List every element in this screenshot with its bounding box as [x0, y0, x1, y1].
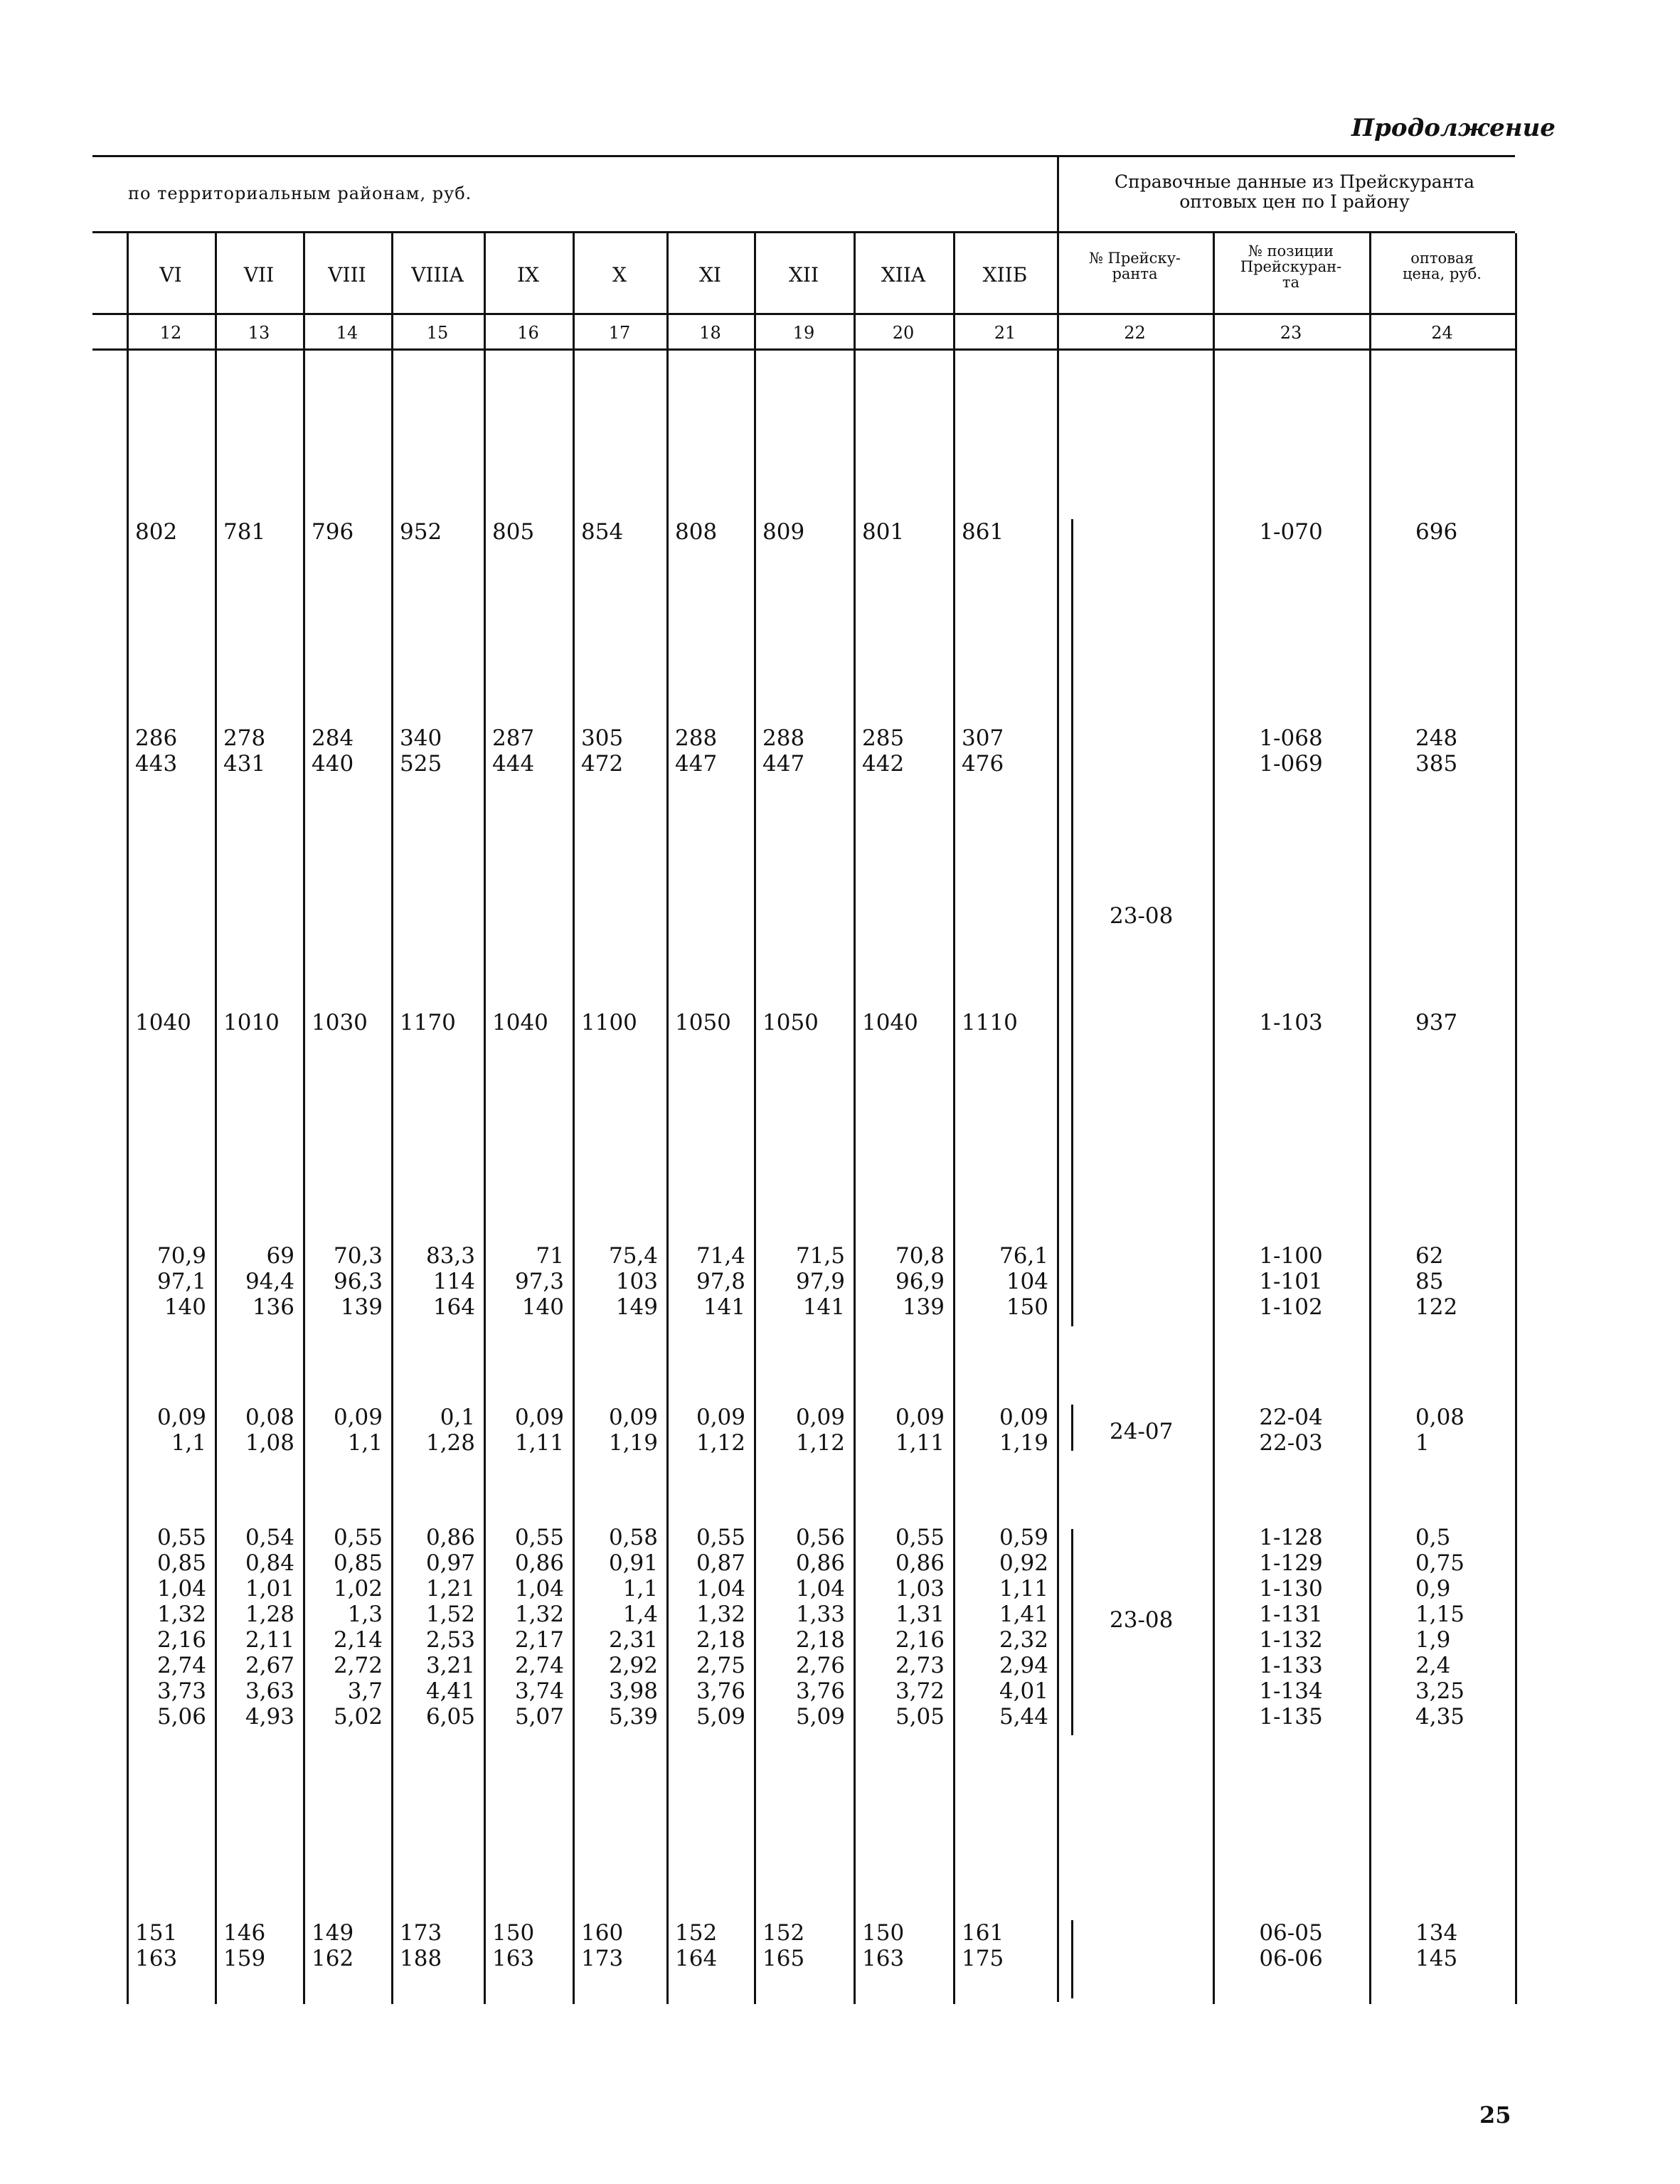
table-cell: 1100 — [581, 1010, 637, 1035]
table-cell: 802 — [135, 519, 178, 545]
column-number-9: 20 — [892, 323, 915, 343]
column-label-line: та — [1282, 274, 1300, 291]
table-cell: 952 — [400, 519, 442, 545]
column-divider-11 — [1213, 233, 1215, 2004]
table-cell: 805 — [492, 519, 535, 545]
column-number-12: 23 — [1280, 323, 1302, 343]
table-cell: 1030 — [312, 1010, 368, 1035]
column-label-13 — [1372, 250, 1512, 282]
position-cell: 1-068 1-069 — [1259, 725, 1323, 777]
header-left-title: по территориальным районам, руб. — [128, 183, 472, 203]
table-cell: 0,09 1,19 — [999, 1405, 1048, 1456]
column-label-line: Прейскуран- — [1240, 258, 1342, 275]
price-cell: 0,5 0,75 0,9 1,15 1,9 2,4 3,25 4,35 — [1415, 1525, 1465, 1730]
price-list-number: 24-07 — [1110, 1419, 1174, 1444]
table-cell: 173 188 — [400, 1920, 442, 1971]
column-divider-5 — [573, 233, 575, 2004]
column-number-2: 13 — [248, 323, 270, 343]
table-cell: 287 444 — [492, 725, 535, 777]
table-cell: 809 — [762, 519, 805, 545]
header-right-title — [1067, 172, 1522, 212]
table-cell: 71,4 97,8 141 — [696, 1243, 745, 1320]
table-cell: 151 163 — [135, 1920, 178, 1971]
table-cell: 75,4 103 149 — [608, 1243, 658, 1320]
table-cell: 0,54 0,84 1,01 1,28 2,11 2,67 3,63 4,93 — [245, 1525, 294, 1730]
column-divider-6 — [666, 233, 669, 2004]
table-cell: 0,09 1,1 — [156, 1405, 206, 1456]
column-label-9: XIIA — [881, 263, 926, 287]
price-list-number: 23-08 — [1110, 1607, 1174, 1633]
table-cell: 288 447 — [762, 725, 805, 777]
brace-line — [1071, 1529, 1073, 1735]
table-cell: 149 162 — [312, 1920, 354, 1971]
position-cell: 1-103 — [1259, 1010, 1323, 1035]
column-number-4: 15 — [426, 323, 449, 343]
header-rule-3 — [92, 348, 1515, 351]
column-label-line: № позиции — [1248, 243, 1334, 260]
column-number-6: 17 — [608, 323, 631, 343]
price-cell: 248 385 — [1415, 725, 1458, 777]
table-cell: 0,55 0,86 1,04 1,32 2,17 2,74 3,74 5,07 — [514, 1525, 564, 1730]
table-cell: 0,08 1,08 — [245, 1405, 294, 1456]
column-label-line: оптовая — [1410, 250, 1474, 267]
column-label-10: XIIБ — [982, 263, 1028, 287]
table-cell: 0,09 1,12 — [795, 1405, 845, 1456]
table-cell: 0,09 1,19 — [608, 1405, 658, 1456]
table-cell: 0,59 0,92 1,11 1,41 2,32 2,94 4,01 5,44 — [999, 1525, 1048, 1730]
column-label-line: № Прейску- — [1088, 250, 1181, 267]
header-rule-1 — [92, 231, 1515, 233]
column-label-5: IX — [517, 263, 539, 287]
table-cell: 0,86 0,97 1,21 1,52 2,53 3,21 4,41 6,05 — [425, 1525, 475, 1730]
continuation-label: Продолжение — [1351, 114, 1556, 142]
position-cell: 1-070 — [1259, 519, 1323, 545]
table-cell: 0,1 1,28 — [425, 1405, 475, 1456]
column-divider-8 — [854, 233, 856, 2004]
column-number-1: 12 — [159, 323, 182, 343]
column-divider-1 — [215, 233, 217, 2004]
page-number: 25 — [1479, 2102, 1511, 2129]
column-number-11: 22 — [1124, 323, 1146, 343]
table-cell: 0,55 0,87 1,04 1,32 2,18 2,75 3,76 5,09 — [696, 1525, 745, 1730]
column-divider-2 — [303, 233, 305, 2004]
table-cell: 0,55 0,86 1,03 1,31 2,16 2,73 3,72 5,05 — [895, 1525, 945, 1730]
table-cell: 288 447 — [675, 725, 718, 777]
table-cell: 0,09 1,12 — [696, 1405, 745, 1456]
table-cell: 70,3 96,3 139 — [333, 1243, 383, 1320]
column-divider-9 — [953, 233, 955, 2004]
table-cell: 71 97,3 140 — [514, 1243, 564, 1320]
table-cell: 801 — [862, 519, 905, 545]
table-cell: 160 173 — [581, 1920, 624, 1971]
table-cell: 1050 — [762, 1010, 819, 1035]
table-cell: 284 440 — [312, 725, 354, 777]
table-cell: 1040 — [492, 1010, 548, 1035]
table-cell: 152 165 — [762, 1920, 805, 1971]
column-label-12 — [1216, 243, 1366, 290]
header-right-line1: Справочные данные из Прейскуранта — [1114, 171, 1475, 192]
column-label-line: цена, руб. — [1403, 265, 1482, 282]
table-cell: 1110 — [962, 1010, 1018, 1035]
column-label-11 — [1060, 250, 1210, 282]
table-cell: 1010 — [223, 1010, 280, 1035]
header-right-line2: оптовых цен по I району — [1179, 191, 1410, 212]
table-cell: 285 442 — [862, 725, 905, 777]
position-cell: 1-100 1-101 1-102 — [1259, 1243, 1323, 1320]
price-cell: 134 145 — [1415, 1920, 1458, 1971]
price-cell: 0,08 1 — [1415, 1405, 1465, 1456]
header-rule-2 — [92, 313, 1515, 315]
table-cell: 340 525 — [400, 725, 442, 777]
table-cell: 781 — [223, 519, 266, 545]
column-label-6: X — [612, 263, 627, 287]
brace-line — [1071, 519, 1073, 1326]
column-divider-0 — [127, 233, 129, 2004]
table-cell: 76,1 104 150 — [999, 1243, 1048, 1320]
column-number-13: 24 — [1431, 323, 1453, 343]
price-cell: 937 — [1415, 1010, 1458, 1035]
table-cell: 278 431 — [223, 725, 266, 777]
column-divider-7 — [754, 233, 756, 2004]
brace-line — [1071, 1920, 1073, 1998]
table-cell: 0,09 1,1 — [333, 1405, 383, 1456]
position-cell: 1-128 1-129 1-130 1-131 1-132 1-133 1-134 1-135 — [1259, 1525, 1323, 1730]
table-cell: 152 164 — [675, 1920, 718, 1971]
table-cell: 861 — [962, 519, 1004, 545]
column-label-2: VII — [243, 263, 275, 287]
table-cell: 1040 — [862, 1010, 918, 1035]
table-cell: 1170 — [400, 1010, 456, 1035]
major-divider — [1057, 156, 1059, 2002]
position-cell: 06-05 06-06 — [1259, 1920, 1323, 1971]
column-divider-3 — [391, 233, 393, 2004]
table-cell: 69 94,4 136 — [245, 1243, 294, 1320]
position-cell: 22-04 22-03 — [1259, 1405, 1323, 1456]
table-cell: 146 159 — [223, 1920, 266, 1971]
table-cell: 83,3 114 164 — [425, 1243, 475, 1320]
table-cell: 854 — [581, 519, 624, 545]
price-cell: 696 — [1415, 519, 1458, 545]
column-divider-4 — [484, 233, 486, 2004]
price-cell: 62 85 122 — [1415, 1243, 1458, 1320]
column-number-7: 18 — [699, 323, 721, 343]
column-number-8: 19 — [792, 323, 815, 343]
table-cell: 161 175 — [962, 1920, 1004, 1971]
table-cell: 1050 — [675, 1010, 731, 1035]
table-cell: 305 472 — [581, 725, 624, 777]
column-divider-13 — [1515, 233, 1517, 2004]
table-cell: 71,5 97,9 141 — [795, 1243, 845, 1320]
table-cell: 0,56 0,86 1,04 1,33 2,18 2,76 3,76 5,09 — [795, 1525, 845, 1730]
column-label-4: VIIIA — [411, 263, 464, 287]
column-number-5: 16 — [517, 323, 539, 343]
column-divider-12 — [1369, 233, 1371, 2004]
column-number-10: 21 — [994, 323, 1016, 343]
column-number-3: 14 — [336, 323, 358, 343]
table-cell: 0,58 0,91 1,1 1,4 2,31 2,92 3,98 5,39 — [608, 1525, 658, 1730]
top-rule — [92, 155, 1515, 157]
column-label-line: ранта — [1112, 265, 1158, 282]
column-label-1: VI — [159, 263, 182, 287]
table-cell: 150 163 — [492, 1920, 535, 1971]
table-cell: 1040 — [135, 1010, 191, 1035]
table-cell: 70,8 96,9 139 — [895, 1243, 945, 1320]
column-label-8: XII — [788, 263, 819, 287]
brace-line — [1071, 1405, 1073, 1451]
table-cell: 0,55 0,85 1,02 1,3 2,14 2,72 3,7 5,02 — [333, 1525, 383, 1730]
table-cell: 0,09 1,11 — [514, 1405, 564, 1456]
table-cell: 150 163 — [862, 1920, 905, 1971]
table-cell: 0,55 0,85 1,04 1,32 2,16 2,74 3,73 5,06 — [156, 1525, 206, 1730]
table-cell: 286 443 — [135, 725, 178, 777]
column-label-3: VIII — [328, 263, 366, 287]
table-cell: 307 476 — [962, 725, 1004, 777]
column-label-7: XI — [699, 263, 721, 287]
table-cell: 796 — [312, 519, 354, 545]
price-list-number: 23-08 — [1110, 903, 1174, 929]
table-cell: 70,9 97,1 140 — [156, 1243, 206, 1320]
table-cell: 808 — [675, 519, 718, 545]
table-cell: 0,09 1,11 — [895, 1405, 945, 1456]
